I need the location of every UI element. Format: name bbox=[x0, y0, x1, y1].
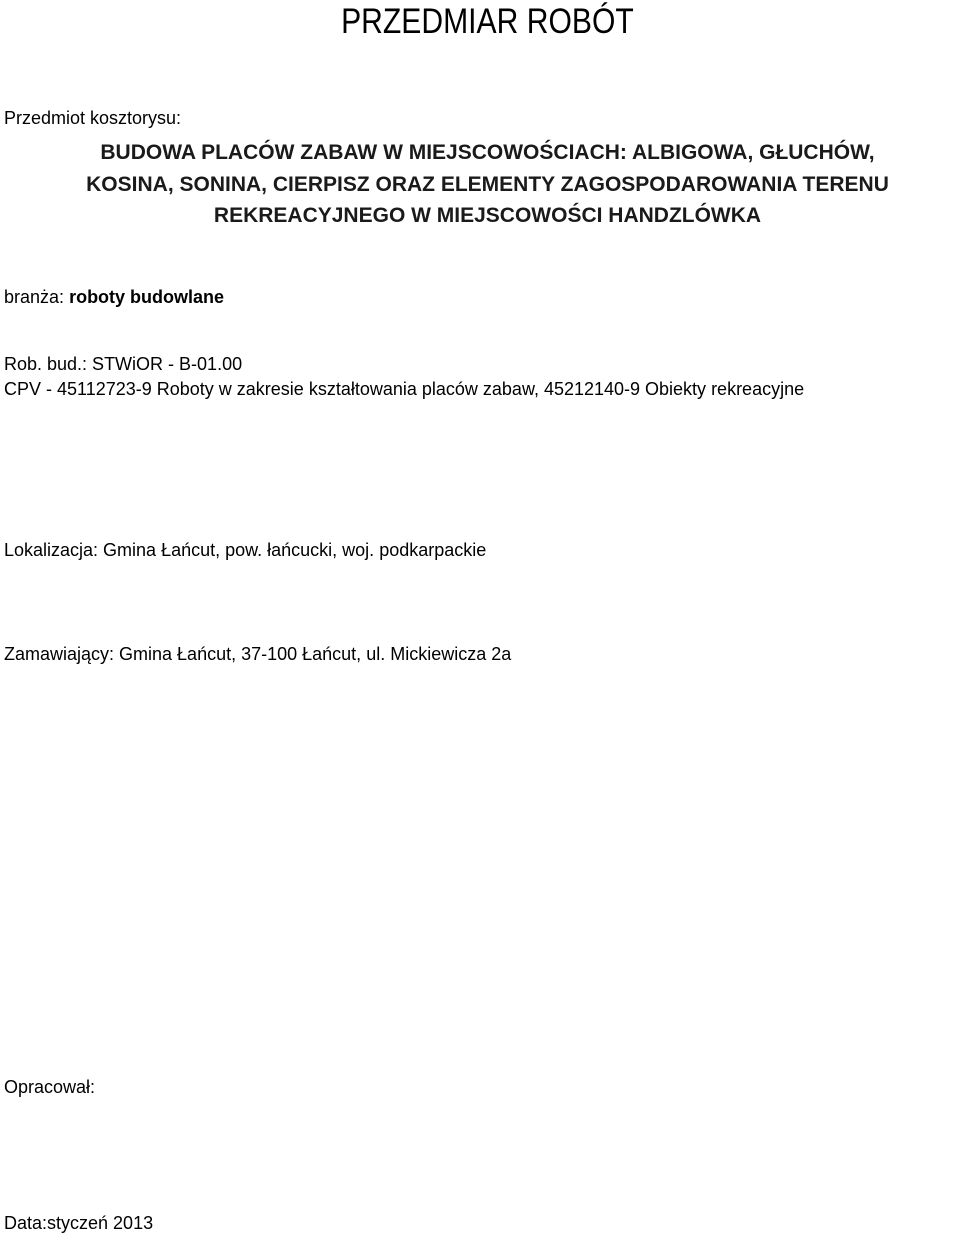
subject-line-1: BUDOWA PLACÓW ZABAW W MIEJSCOWOŚCIACH: ALBIGOWA, GŁUCHÓW, bbox=[100, 141, 875, 164]
document-date: Data:styczeń 2013 bbox=[4, 1213, 154, 1233]
cpv-codes: CPV - 45112723-9 Roboty w zakresie kształtowania placów zabaw, 45212140-9 Obiekty rekreacyjne bbox=[4, 379, 805, 399]
subject-label: Przedmiot kosztorysu: bbox=[4, 108, 182, 128]
prepared-by: Opracował: bbox=[4, 1077, 96, 1097]
page-title: PRZEDMIAR ROBÓT bbox=[341, 2, 634, 41]
rob-bud-code: Rob. bud.: STWiOR - B-01.00 bbox=[4, 354, 243, 374]
branch-label: branża: bbox=[4, 287, 65, 307]
subject-line-3: REKREACYJNEGO W MIEJSCOWOŚCI HANDZLÓWKA bbox=[213, 204, 762, 227]
branch-value: roboty budowlane bbox=[69, 287, 225, 307]
location: Lokalizacja: Gmina Łańcut, pow. łańcucki, woj. podkarpackie bbox=[4, 540, 487, 560]
client: Zamawiający: Gmina Łańcut, 37-100 Łańcut, ul. Mickiewicza 2a bbox=[4, 644, 512, 664]
subject-title bbox=[0, 137, 960, 232]
branch-row bbox=[4, 286, 224, 308]
subject-line-2: KOSINA, SONINA, CIERPISZ ORAZ ELEMENTY ZAGOSPODAROWANIA TERENU bbox=[86, 172, 889, 196]
